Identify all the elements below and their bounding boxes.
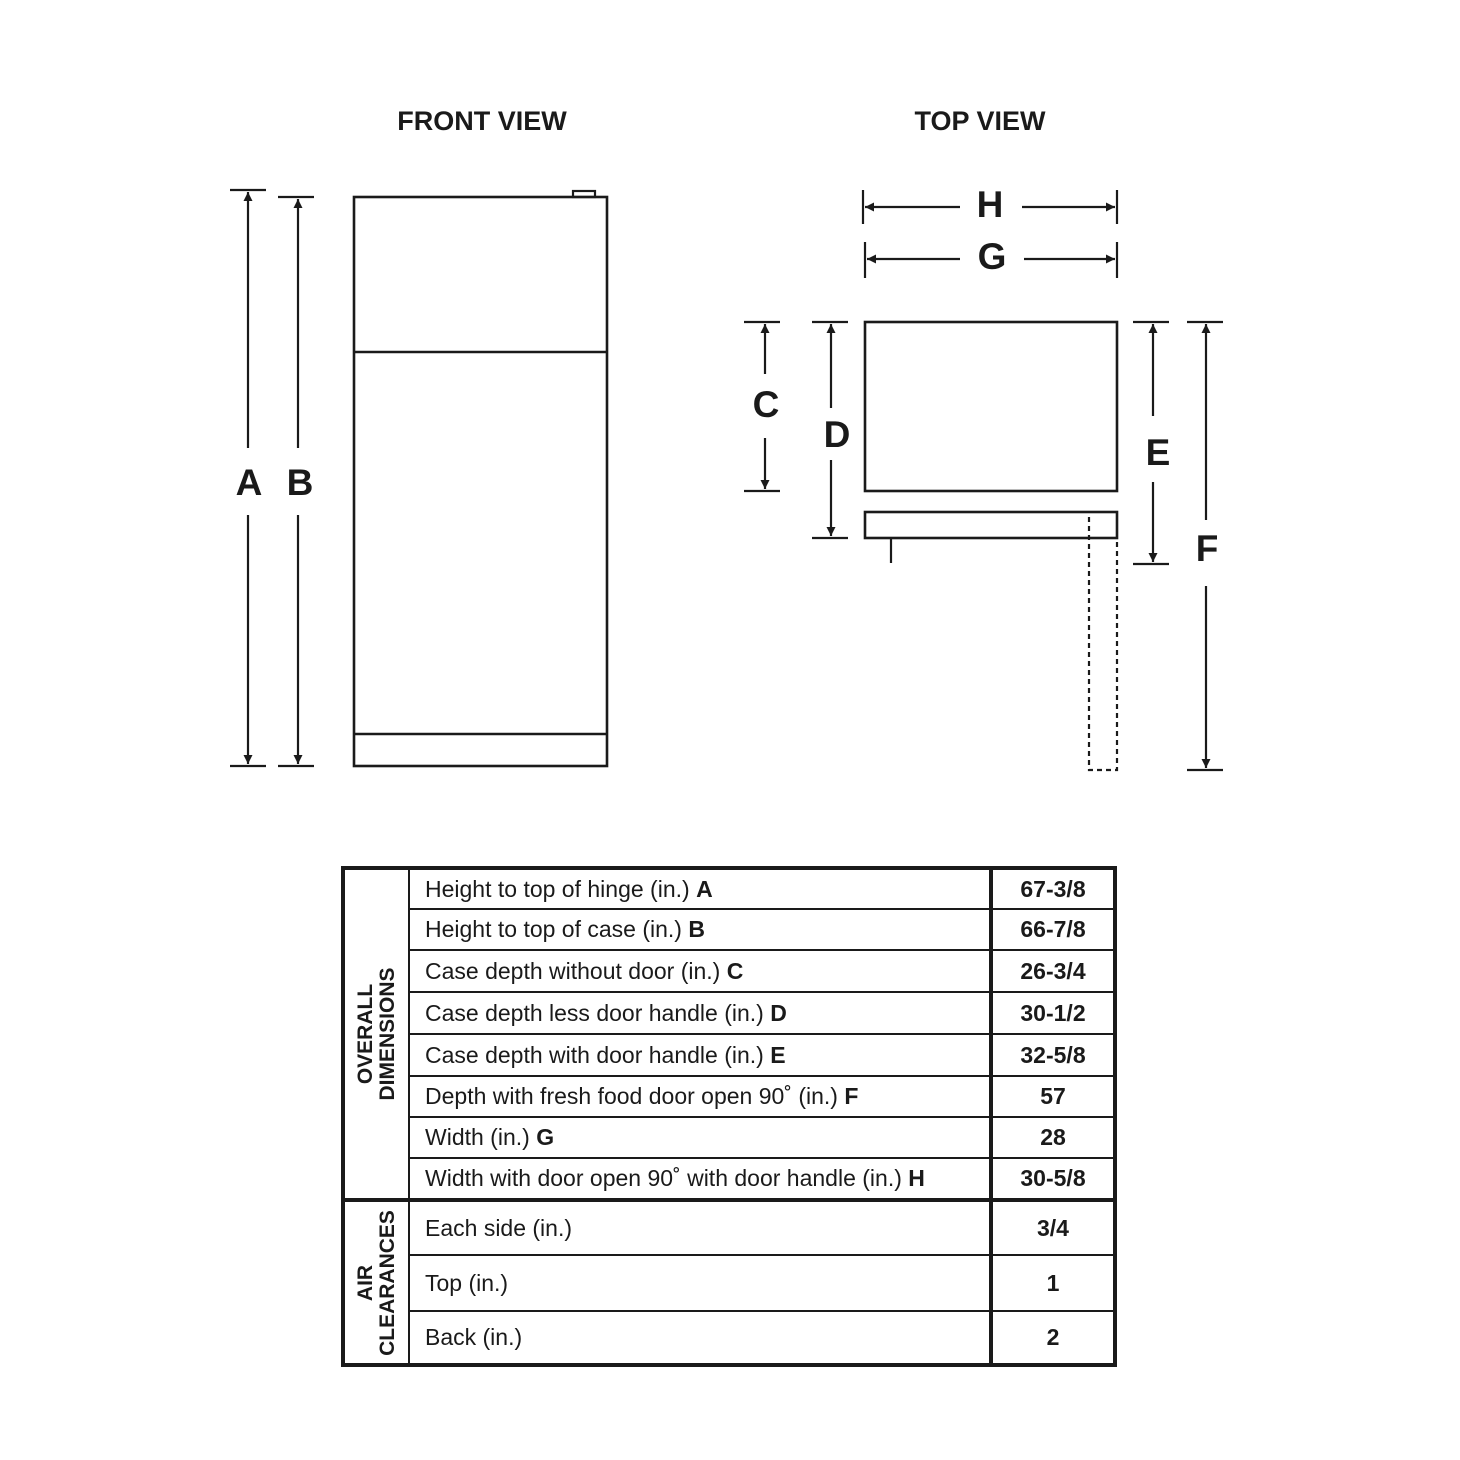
dimension-letter: B	[688, 916, 705, 942]
dimension-letter: D	[770, 999, 787, 1026]
overall-dimensions-group-label	[343, 868, 409, 1200]
table-row	[343, 1034, 1115, 1076]
row-value: 3/4	[991, 1200, 1115, 1255]
group-label-line: AIR	[353, 1264, 377, 1301]
row-label: Back (in.)	[409, 1311, 991, 1365]
table-row	[343, 1200, 1115, 1255]
dimension-a	[230, 190, 266, 766]
dimension-b-label: B	[286, 462, 314, 503]
row-label: Width with door open 90˚ with door handle (in.) H	[409, 1158, 991, 1200]
table-row	[343, 868, 1115, 909]
dimension-f	[1187, 322, 1223, 770]
dimension-letter: H	[908, 1165, 925, 1191]
row-value: 66-7/8	[991, 909, 1115, 950]
dimension-letter: F	[844, 1083, 859, 1109]
group-label-line: CLEARANCES	[375, 1209, 399, 1356]
dimension-c	[744, 322, 780, 491]
table-row	[343, 992, 1115, 1034]
top-view-title: TOP VIEW	[914, 106, 1046, 136]
row-label: Case depth with door handle (in.) E	[409, 1034, 991, 1076]
dimension-letter: G	[536, 1124, 555, 1150]
dimension-h-label: H	[976, 184, 1004, 225]
row-value: 28	[991, 1117, 1115, 1158]
row-label: Case depth without door (in.) C	[409, 950, 991, 992]
table-row	[343, 909, 1115, 950]
row-label: Depth with fresh food door open 90˚ (in.) F	[409, 1076, 991, 1117]
dimension-g	[865, 236, 1117, 278]
air-clearances-group-label	[343, 1200, 409, 1365]
row-label: Width (in.) G	[409, 1117, 991, 1158]
row-label: Height to top of case (in.) B	[409, 909, 991, 950]
dimensions-table	[341, 866, 1117, 1367]
row-value: 30-5/8	[991, 1158, 1115, 1200]
dimension-c-label: C	[752, 384, 780, 425]
row-label: Top (in.)	[409, 1255, 991, 1311]
dimension-e	[1133, 322, 1170, 564]
front-view-title: FRONT VIEW	[397, 106, 567, 136]
table-row	[343, 1311, 1115, 1365]
front-view-refrigerator	[354, 191, 607, 766]
row-value: 1	[991, 1255, 1115, 1311]
row-value: 32-5/8	[991, 1034, 1115, 1076]
row-value: 30-1/2	[991, 992, 1115, 1034]
top-view-refrigerator	[865, 322, 1117, 770]
dimension-letter: A	[696, 875, 713, 902]
dimension-b	[278, 197, 314, 766]
table-row	[343, 1117, 1115, 1158]
row-label: Case depth less door handle (in.) D	[409, 992, 991, 1034]
dimension-f-label: F	[1195, 528, 1219, 569]
dimension-d-label: D	[823, 414, 851, 455]
dimension-letter: E	[770, 1041, 786, 1068]
row-value: 57	[991, 1076, 1115, 1117]
table-row	[343, 950, 1115, 992]
dimension-letter: C	[726, 957, 744, 984]
dimension-a-label: A	[235, 462, 263, 503]
dimension-d	[812, 322, 850, 538]
row-label: Each side (in.)	[409, 1200, 991, 1255]
row-value: 2	[991, 1311, 1115, 1365]
group-label-line: DIMENSIONS	[375, 967, 399, 1101]
row-value: 67-3/8	[991, 868, 1115, 909]
table-row	[343, 1076, 1115, 1117]
table-row	[343, 1158, 1115, 1200]
dimension-e-label: E	[1145, 432, 1171, 473]
row-value: 26-3/4	[991, 950, 1115, 992]
row-label: Height to top of hinge (in.) A	[409, 868, 991, 909]
group-label-line: OVERALL	[353, 983, 377, 1085]
table-row	[343, 1255, 1115, 1311]
dimension-h	[863, 184, 1117, 225]
dimension-g-label: G	[977, 236, 1007, 277]
